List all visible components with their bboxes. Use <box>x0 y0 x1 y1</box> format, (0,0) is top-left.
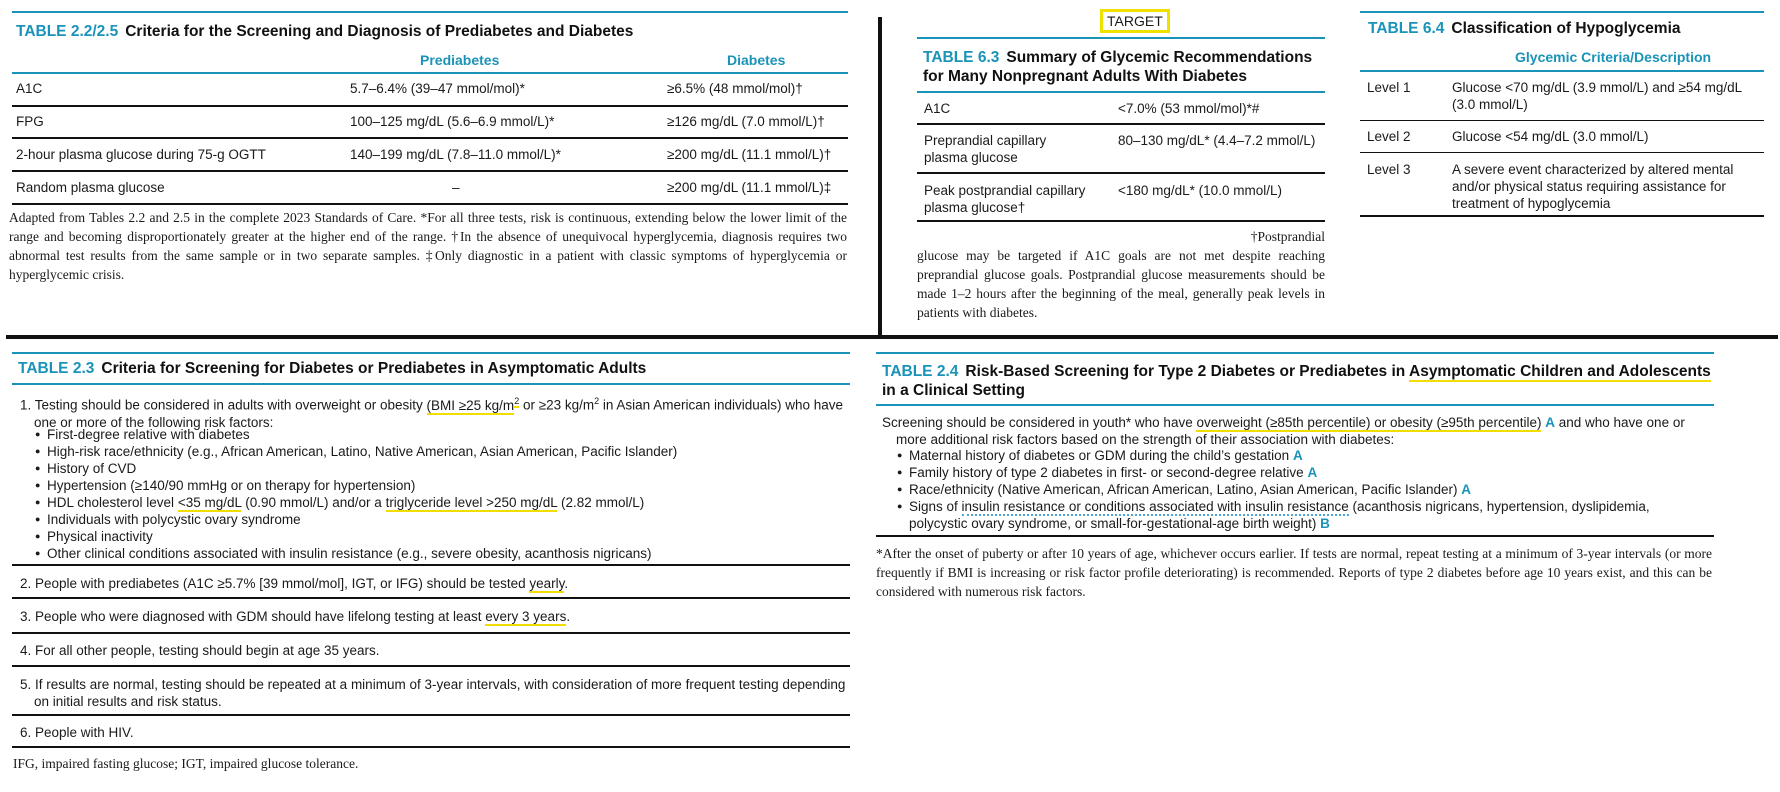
list-item: ● Signs of insulin resistance or conditions associated with insulin resistance (acanthosis nigricans, hypertension, dyslipidemia, polycystic ovary syndrome, or small-for-gestational-age birth weight) B <box>897 498 1702 532</box>
criteria-item-2: 2. People with prediabetes (A1C ≥5.7% [39 mmol/mol], IGT, or IFG) should be tested yearly. <box>20 576 569 591</box>
target-badge: TARGET <box>1100 9 1170 33</box>
table-title: TABLE 6.3 Summary of Glycemic Recommendations for Many Nonpregnant Adults With Diabetes <box>923 49 1313 85</box>
criteria-item-5: 5. If results are normal, testing should be repeated at a minimum of 3-year intervals, with consideration of more frequent testing depending on initial results and risk status. <box>20 677 846 709</box>
criteria-item-3: 3. People who were diagnosed with GDM should have lifelong testing at least every 3 years. <box>20 609 571 624</box>
list-item: ● High-risk race/ethnicity (e.g., African American, Latino, Native American, Asian American, Pacific Islander) <box>35 443 835 460</box>
table-footnote-lead: †Postprandial <box>1250 229 1325 244</box>
list-item: ● Maternal history of diabetes or GDM during the child’s gestation A <box>897 447 1702 464</box>
table-footnote: IFG, impaired fasting glucose; IGT, impaired glucose tolerance. <box>13 756 359 771</box>
criteria-item-1: 1. Testing should be considered in adults with overweight or obesity (BMI ≥25 $kg/m^2$ or ≥23 $kg/m^2$ in Asian American individuals) who have one or more of the following risk factors: <box>20 396 844 430</box>
risk-factor-list <box>897 447 1702 532</box>
list-item: ● HDL cholesterol level <35 mg/dL (0.90 mmol/L) and/or a triglyceride level >250 mg/dL (2.82 mmol/L) <box>35 494 835 511</box>
list-item: ● Physical inactivity <box>35 528 835 545</box>
list-item: ● History of CVD <box>35 460 835 477</box>
list-item: ● First-degree relative with diabetes <box>35 426 835 443</box>
list-item: ● Hypertension (≥140/90 mmHg or on therapy for hypertension) <box>35 477 835 494</box>
column-header-prediabetes: Prediabetes <box>420 52 500 68</box>
screening-intro: Screening should be considered in youth* who have overweight (≥85th percentile) or obesity (≥95th percentile) A and who have one or more additional risk factors based on the strength of their association with diabetes: <box>882 415 1685 447</box>
table-footnote: Adapted from Tables 2.2 and 2.5 in the complete 2023 Standards of Care. *For all three tests, risk is continuous, extending below the lower limit of the range and becoming disproportionately greater at the higher end of the range. †In the absence of unequivocal hyperglycemia, diagnosis requires two abnormal test results from the same sample or in two separate samples. ‡Only diagnostic in a patient with classic symptoms of hyperglycemia or hyperglycemic crisis. <box>9 210 847 282</box>
horizontal-divider <box>6 335 1778 339</box>
list-item: ● Individuals with polycystic ovary syndrome <box>35 511 835 528</box>
column-header-diabetes: Diabetes <box>727 52 786 68</box>
table-footnote: glucose may be targeted if A1C goals are not met despite reaching preprandial glucose goals. Postprandial glucose measurements should be made 1–2 hours after the beginning of the meal, generally peak levels in patients with diabetes. <box>917 248 1325 320</box>
list-item: ● Other clinical conditions associated with insulin resistance (e.g., severe obesity, acanthosis nigricans) <box>35 545 835 562</box>
table-title: TABLE 2.4 Risk-Based Screening for Type 2 Diabetes or Prediabetes in Asymptomatic Children and Adolescents in a Clinical Setting <box>882 363 1711 399</box>
column-header-criteria: Glycemic Criteria/Description <box>1515 49 1712 65</box>
table-title: TABLE 6.4 Classification of Hypoglycemia <box>1368 20 1681 37</box>
list-item: ● Race/ethnicity (Native American, African American, Latino, Asian American, Pacific Islander) A <box>897 481 1702 498</box>
list-item: ● Family history of type 2 diabetes in first- or second-degree relative A <box>897 464 1702 481</box>
risk-factor-list <box>35 426 835 562</box>
table-footnote: *After the onset of puberty or after 10 years of age, whichever occurs earlier. If tests are normal, repeat testing at a minimum of 3-year intervals (or more frequently if BMI is increasing or risk factor profile deteriorating) is recommended. Reports of type 2 diabetes before age 10 years exist, and this can be considered with numerous risk factors. <box>876 546 1712 599</box>
criteria-item-4: 4. For all other people, testing should begin at age 35 years. <box>20 643 380 658</box>
table-title: TABLE 2.2/2.5 Criteria for the Screening and Diagnosis of Prediabetes and Diabetes <box>16 23 634 40</box>
table-title: TABLE 2.3 Criteria for Screening for Diabetes or Prediabetes in Asymptomatic Adults <box>18 360 647 377</box>
criteria-item-6: 6. People with HIV. <box>20 725 134 740</box>
vertical-divider <box>878 17 882 335</box>
